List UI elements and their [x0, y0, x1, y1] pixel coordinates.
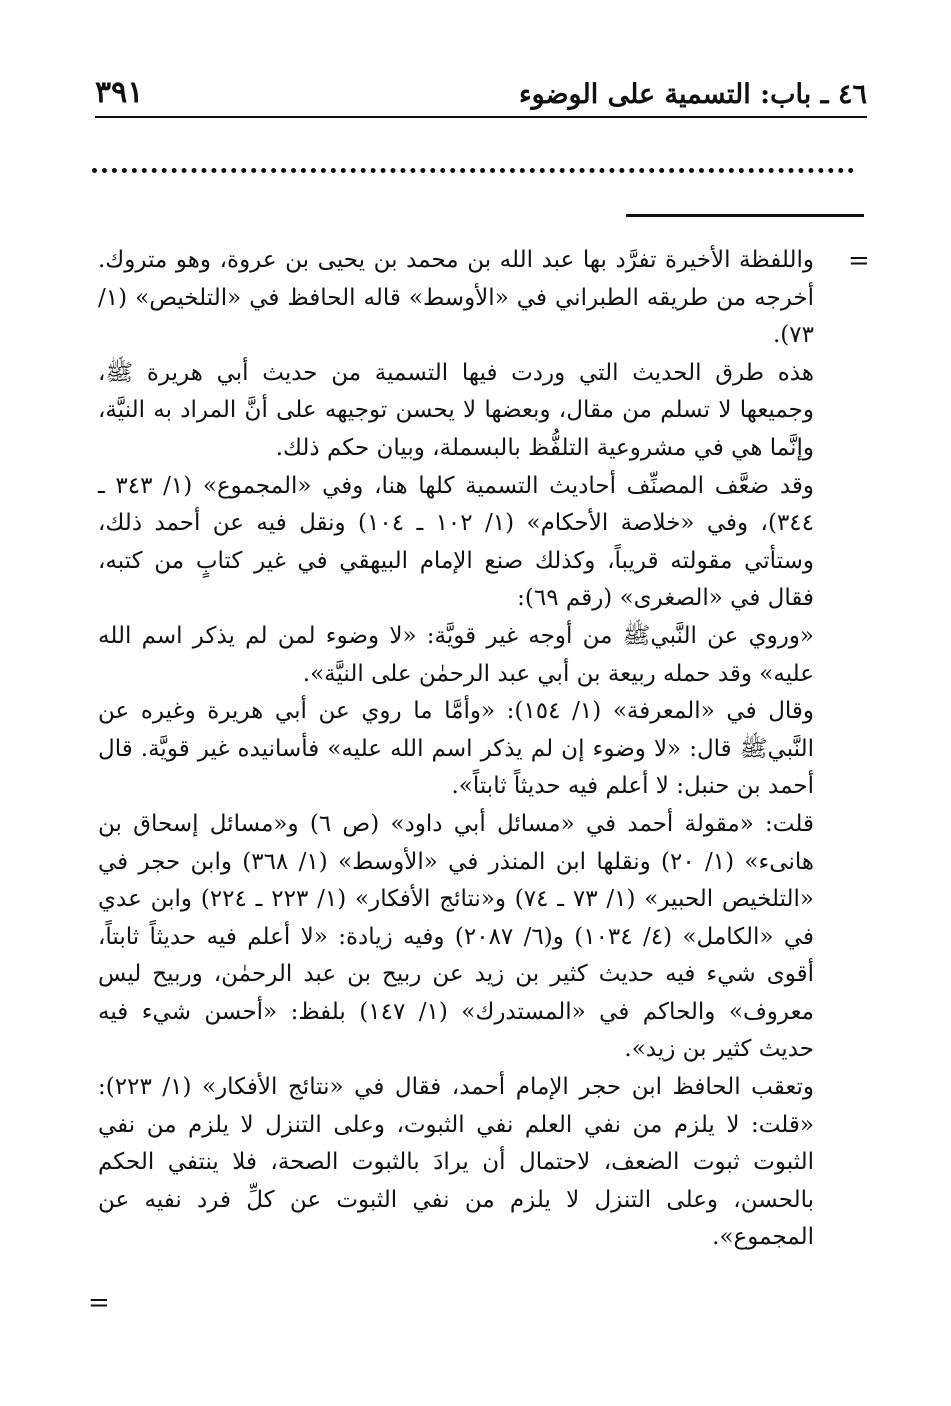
paragraph: وقد ضعَّف المصنِّف أحاديث التسمية كلها هنا، وفي «المجموع» (١/ ٣٤٣ ـ ٣٤٤)، وفي «خلاصة الأحكام» (١/ ١٠٢ ـ ١٠٤) ونقل فيه عن أحمد ذلك، وستأتي مقولته قريباً، وكذلك صنع الإمام البيهقي في غير كتابٍ من كتبه، فقال في «الصغرى» (رقم ٦٩):	[98, 472, 815, 612]
dotted-separator	[92, 168, 854, 173]
continuation-mark-bottom: =	[88, 1288, 110, 1318]
paragraph: «وروي عن النَّبيﷺ من أوجه غير قويَّة: «لا وضوء لمن لم يذكر اسم الله عليه» وقد حمله ربيعة بن أبي عبد الرحمٰن على النيَّة».	[98, 622, 814, 687]
page-number: ٣٩١	[95, 75, 144, 110]
chapter-title: ٤٦ ـ باب: التسمية على الوضوء	[518, 79, 867, 110]
paragraph: قلت: «مقولة أحمد في «مسائل أبي داود» (ص ٦) و«مسائل إسحاق بن هانىء» (١/ ٢٠) ونقلها ابن المنذر في «الأوسط» (١/ ٣٦٨) وابن حجر في «التلخيص الحبير» (١/ ٧٣ ـ ٧٤) و«نتائج الأفكار» (١/ ٢٢٣ ـ ٢٢٤) وابن عدي في «الكامل» (٤/ ١٠٣٤) و(٦/ ٢٠٨٧) وفيه زيادة: «لا أعلم فيه حديثاً ثابتاً، أقوى شيء فيه حديث كثير بن زيد عن ربيح بن عبد الرحمٰن، وربيح ليس معروف» والحاكم في «المستدرك» (١/ ١٤٧) بلفظ: «أحسن شيء فيه حديث كثير بن زيد».	[98, 810, 815, 1063]
paragraph: هذه طرق الحديث التي وردت فيها التسمية من حديث أبي هريرة ﷺ، وجميعها لا تسلم من مقال، وبعضها لا يحسن توجيهه على أنَّ المراد به النيَّة، وإنَّما هي في مشروعية التلفُّظ بالبسملة، وبيان حكم ذلك.	[98, 359, 814, 461]
continuation-mark-top: =	[848, 246, 870, 276]
footnote-rule	[626, 214, 864, 217]
paragraph: وقال في «المعرفة» (١/ ١٥٤): «وأمَّا ما روي عن أبي هريرة وغيره عن النَّبيﷺ قال: «لا وضوء إن لم يذكر اسم الله عليه» فأسانيده غير قويَّة. قال أحمد بن حنبل: لا أعلم فيه حديثاً ثابتاً».	[98, 698, 815, 800]
footnote-body	[98, 242, 814, 1257]
page-header	[95, 66, 867, 118]
paragraph: وتعقب الحافظ ابن حجر الإمام أحمد، فقال في «نتائج الأفكار» (١/ ٢٢٣): «قلت: لا يلزم من نفي العلم نفي الثبوت، وعلى التنزل لا يلزم من نفي الثبوت ثبوت الضعف، لاحتمال أن يرادَ بالثبوت الصحة، فلا ينتفي الحكم بالحسن، وعلى التنزل لا يلزم من نفي الثبوت عن كلِّ فرد نفيه عن المجموع».	[98, 1074, 815, 1251]
paragraph: واللفظة الأخيرة تفرَّد بها عبد الله بن محمد بن يحيى بن عروة، وهو متروك. أخرجه من طريقه الطبراني في «الأوسط» قاله الحافظ في «التلخيص» (١/ ٧٣).	[98, 247, 814, 349]
